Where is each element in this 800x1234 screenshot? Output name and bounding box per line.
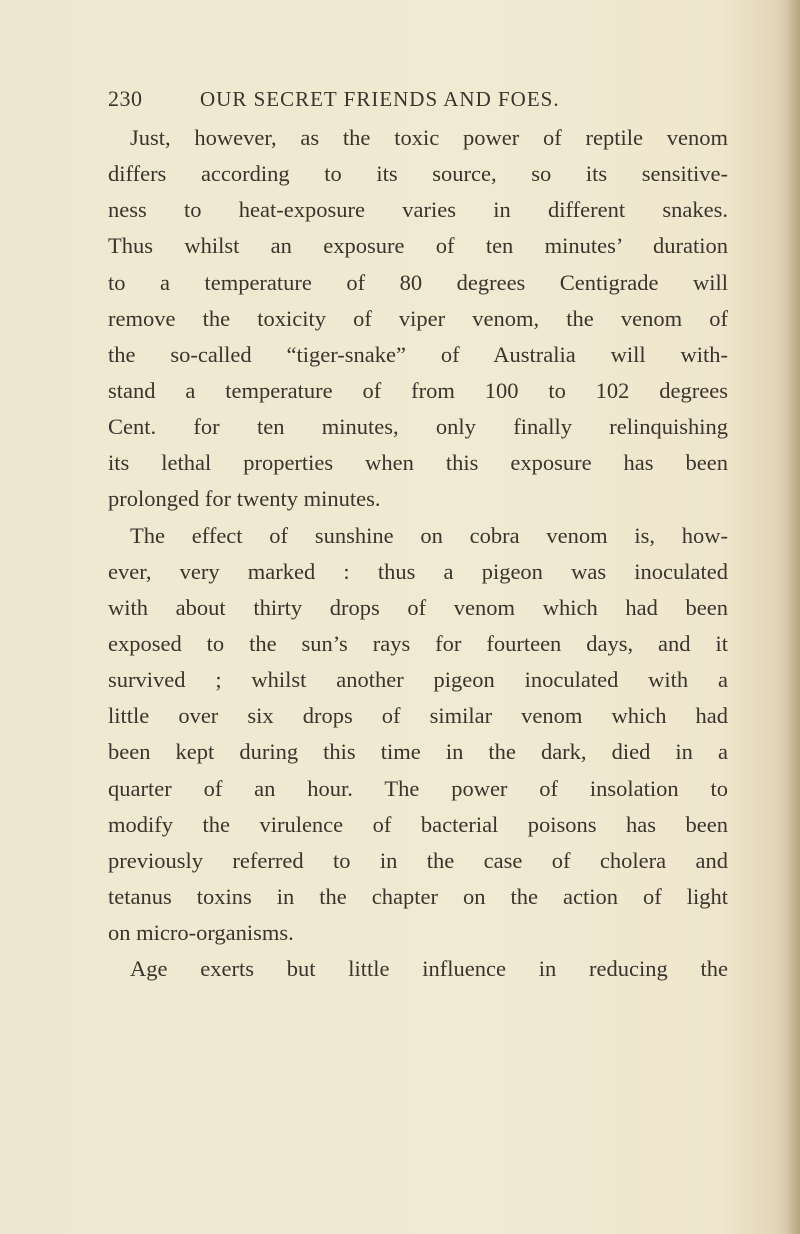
text-line: little over six drops of similar venom which had [108,703,728,729]
page-header [108,86,668,118]
text-line: tetanus toxins in the chapter on the action of light [108,883,728,909]
running-head: OUR SECRET FRIENDS AND FOES. [200,87,560,111]
text-line: Just, however, as the toxic power of reptile venom [130,125,728,150]
text-line: ever, very marked : thus a pigeon was inoculated [108,558,728,584]
text-line: on micro-organisms. [108,920,294,946]
text-line: quarter of an hour. The power of insolation to [108,775,728,801]
page-number: 230 [108,86,143,111]
text-line: modify the virulence of bacterial poisons has been [108,811,728,837]
text-line: survived ; whilst another pigeon inoculated with a [108,667,728,693]
text-line: Cent. for ten minutes, only finally relinquishing [108,414,728,440]
text-line: the so-called “tiger-snake” of Australia will with- [108,341,728,367]
text-line: remove the toxicity of viper venom, the venom of [108,305,728,331]
text-line: prolonged for twenty minutes. [108,486,381,512]
text-line: previously referred to in the case of cholera and [108,847,728,873]
text-line: Age exerts but little influence in reducing the [130,956,728,982]
text-line: its lethal properties when this exposure has been [108,450,728,476]
text-line: stand a temperature of from 100 to 102 degrees [108,377,728,403]
text-line: with about thirty drops of venom which had been [108,594,728,620]
text-line: ness to heat-exposure varies in different snakes. [108,197,728,223]
text-line: differs according to its source, so its sensitive- [108,161,728,187]
text-line: Thus whilst an exposure of ten minutes’ duration [108,233,728,259]
page-edge-shadow [786,0,800,1234]
text-line: to a temperature of 80 degrees Centigrade will [108,269,728,295]
text-line: exposed to the sun’s rays for fourteen days, and it [108,630,728,656]
text-line: been kept during this time in the dark, died in a [108,739,728,765]
text-line: The effect of sunshine on cobra venom is, how- [130,522,728,548]
body-text [108,120,728,987]
